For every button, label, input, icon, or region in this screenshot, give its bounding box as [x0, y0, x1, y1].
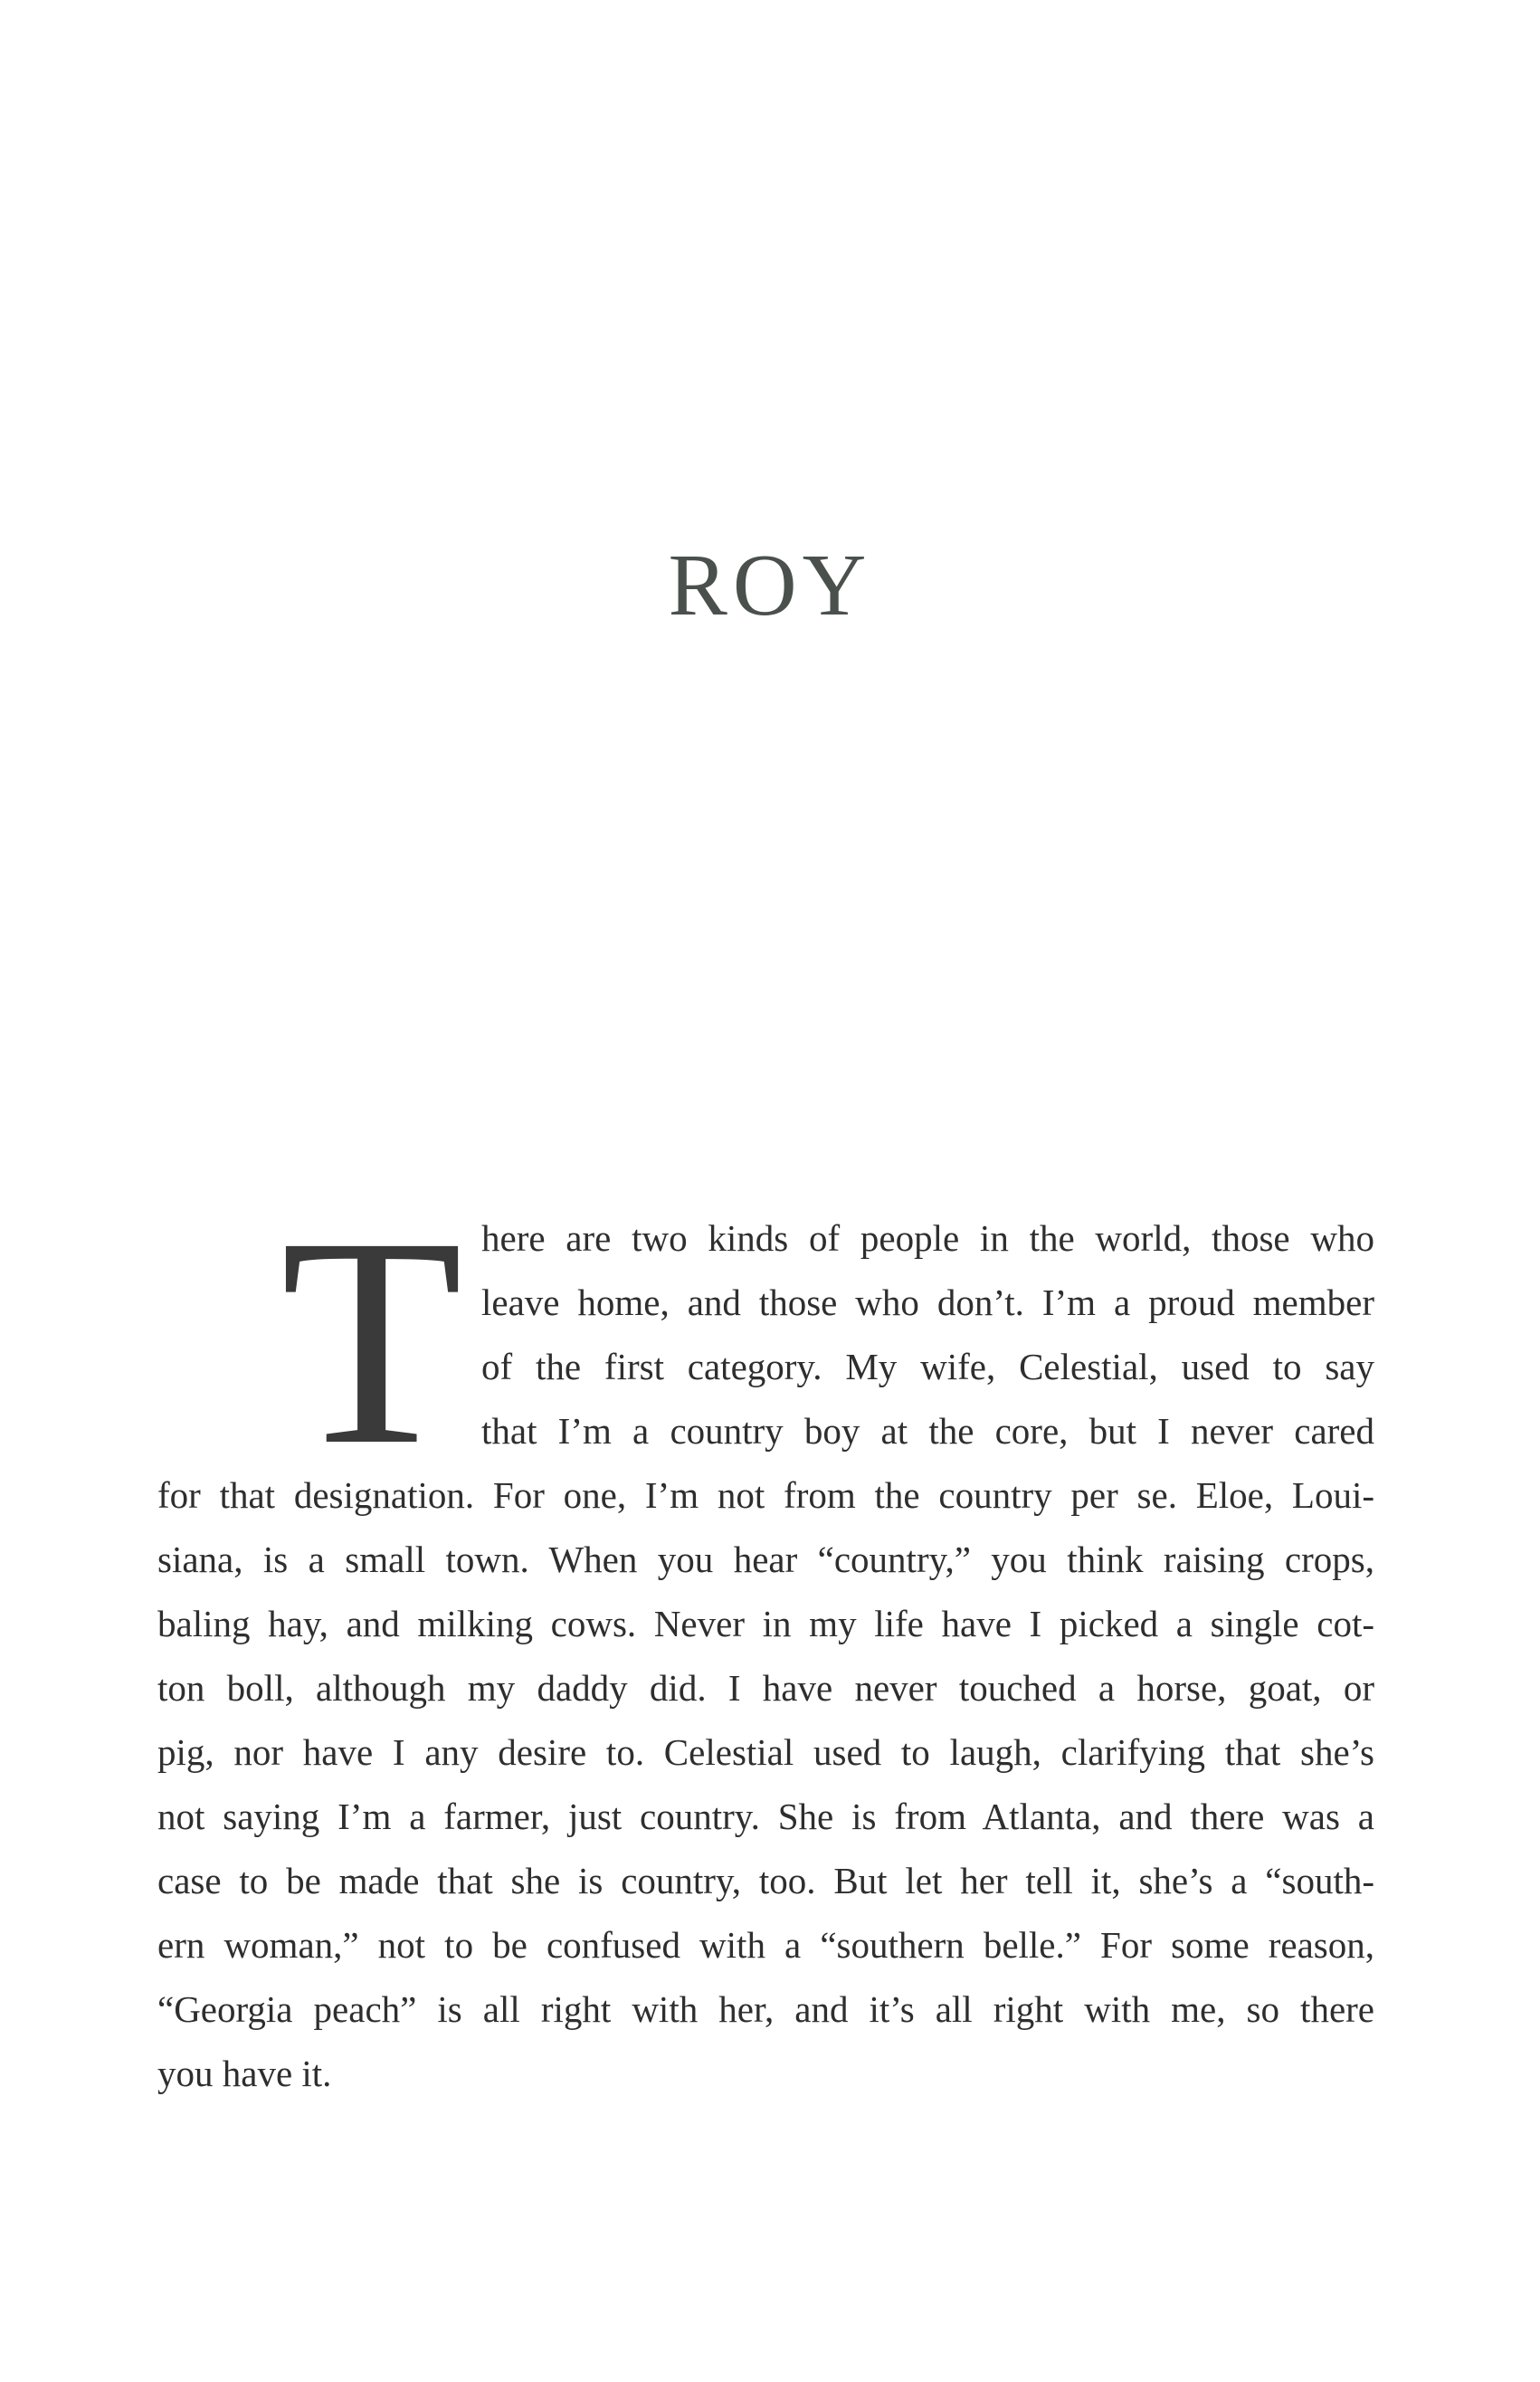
- text-line: siana, is a small town. When you hear “country,” you think raising crops,: [157, 1539, 1374, 1580]
- text-line: ton boll, although my daddy did. I have never touched a horse, goat, or: [157, 1667, 1374, 1709]
- text-line: not saying I’m a farmer, just country. She is from Atlanta, and there was a: [157, 1796, 1374, 1837]
- text-line: “Georgia peach” is all right with her, and it’s all right with me, so there: [157, 1988, 1374, 2030]
- text-line: here are two kinds of people in the world, those who: [481, 1217, 1374, 1259]
- body-paragraph: [157, 1206, 1374, 2106]
- text-line: baling hay, and milking cows. Never in my life have I picked a single cot-: [157, 1603, 1374, 1644]
- text-line: ern woman,” not to be confused with a “southern belle.” For some reason,: [157, 1924, 1374, 1966]
- chapter-title: ROY: [668, 537, 872, 634]
- text-line: that I’m a country boy at the core, but I never cared: [481, 1410, 1374, 1452]
- text-line: for that designation. For one, I’m not from the country per se. Eloe, Loui-: [157, 1474, 1374, 1516]
- text-line: of the first category. My wife, Celestial, used to say: [481, 1346, 1374, 1387]
- text-line: case to be made that she is country, too. But let her tell it, she’s a “south-: [157, 1860, 1374, 1901]
- text-line: leave home, and those who don’t. I’m a proud member: [481, 1282, 1374, 1323]
- text-line: you have it.: [157, 2053, 332, 2094]
- text-line: pig, nor have I any desire to. Celestial used to laugh, clarifying that she’s: [157, 1731, 1374, 1773]
- drop-cap: T: [280, 1177, 463, 1507]
